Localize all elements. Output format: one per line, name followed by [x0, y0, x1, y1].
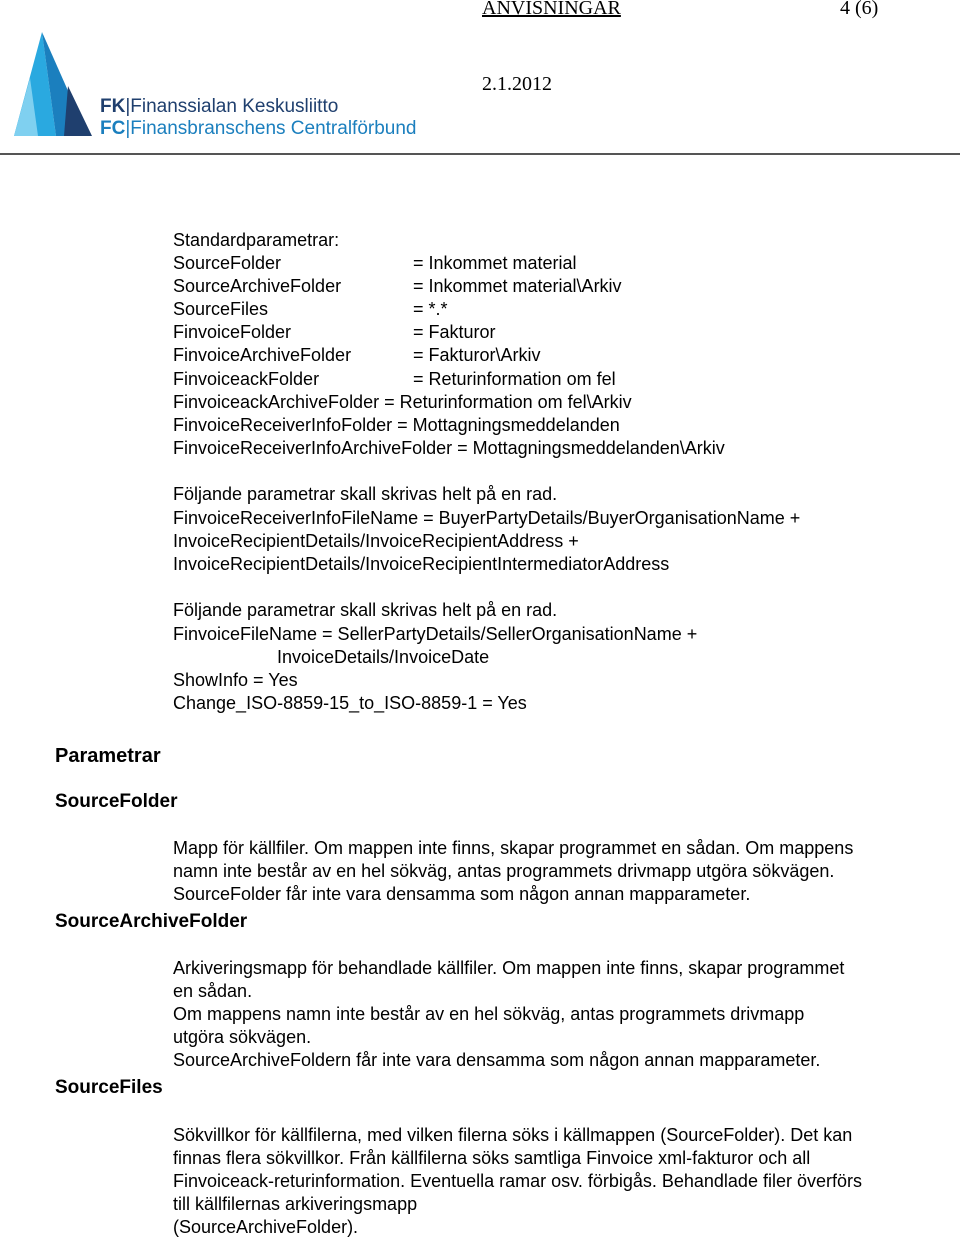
- parametrar-heading: Parametrar: [55, 745, 161, 767]
- param-label-sourcefiles: SourceFiles: [55, 1077, 163, 1098]
- param-name: FinvoiceArchiveFolder: [173, 345, 352, 365]
- logo-fc-line: FC|Finansbranschens Centralförbund: [100, 118, 417, 139]
- param-desc-sourcearchivefolder: [173, 957, 844, 1072]
- document-title: ANVISNINGAR: [482, 0, 621, 19]
- desc-line: finnas flera sökvillkor. Från källfilerna söks samtliga Finvoice xml-fakturor och all: [173, 1148, 811, 1168]
- param-value: = Returinformation om fel: [413, 369, 616, 389]
- desc-line: Arkiveringsmapp för behandlade källfiler. Om mappen inte finns, skapar programmet: [173, 958, 845, 978]
- param-name: SourceFolder: [173, 253, 282, 273]
- desc-line: (SourceArchiveFolder).: [173, 1217, 359, 1237]
- param-value: = Fakturor: [413, 322, 496, 342]
- receiver-block-line: FinvoiceReceiverInfoFileName = BuyerPartyDetails/BuyerOrganisationName +: [173, 508, 801, 528]
- desc-line: Finvoiceack-returinformation. Eventuella ramar osv. förbigås. Behandlade filer överförs: [173, 1171, 862, 1191]
- param-name: SourceFiles: [173, 299, 269, 319]
- param-line: FinvoiceReceiverInfoFolder = Mottagningsmeddelanden: [173, 415, 620, 435]
- fk-logo-icon: [8, 28, 94, 140]
- param-value: = Fakturor\Arkiv: [413, 345, 541, 365]
- param-line: FinvoiceackArchiveFolder = Returinformation om fel\Arkiv: [173, 392, 632, 412]
- param-value: = Inkommet material\Arkiv: [413, 276, 622, 296]
- receiver-block-line: InvoiceRecipientDetails/InvoiceRecipientAddress +: [173, 531, 579, 551]
- desc-line: namn inte består av en hel sökväg, antas programmets drivmapp utgöra sökvägen.: [173, 861, 835, 881]
- desc-line: Mapp för källfiler. Om mappen inte finns, skapar programmet en sådan. Om mappens: [173, 838, 854, 858]
- param-value: = *.*: [413, 299, 448, 319]
- desc-line: Sökvillkor för källfilerna, med vilken filerna söks i källmappen (SourceFolder). Det kan: [173, 1125, 853, 1145]
- logo-fk-line: FK|Finanssialan Keskusliitto: [100, 96, 339, 117]
- param-desc-sourcefolder: [173, 837, 853, 906]
- document-date: 2.1.2012: [482, 73, 552, 95]
- page-number: 4 (6): [840, 0, 879, 19]
- file-block-line: InvoiceDetails/InvoiceDate: [277, 647, 490, 667]
- file-block-line: FinvoiceFileName = SellerPartyDetails/SellerOrganisationName +: [173, 624, 698, 644]
- param-name: FinvoiceFolder: [173, 322, 292, 342]
- file-block-intro: Följande parametrar skall skrivas helt på en rad.: [173, 600, 558, 620]
- desc-line: en sådan.: [173, 981, 253, 1001]
- header-divider: [0, 153, 960, 155]
- param-label-sourcefolder: SourceFolder: [55, 791, 178, 812]
- desc-line: utgöra sökvägen.: [173, 1027, 312, 1047]
- param-desc-sourcefiles: [173, 1124, 862, 1239]
- desc-line: till källfilernas arkiveringsmapp: [173, 1194, 418, 1214]
- desc-line: Om mappens namn inte består av en hel sökväg, antas programmets drivmapp: [173, 1004, 805, 1024]
- param-name: SourceArchiveFolder: [173, 276, 342, 296]
- receiver-block-line: InvoiceRecipientDetails/InvoiceRecipientIntermediatorAddress: [173, 554, 670, 574]
- receiver-block-intro: Följande parametrar skall skrivas helt på en rad.: [173, 484, 558, 504]
- param-value: = Inkommet material: [413, 253, 577, 273]
- standard-params-title: Standardparametrar:: [173, 230, 340, 250]
- param-line: FinvoiceReceiverInfoArchiveFolder = Mottagningsmeddelanden\Arkiv: [173, 438, 725, 458]
- file-block-line: ShowInfo = Yes: [173, 670, 298, 690]
- param-name: FinvoiceackFolder: [173, 369, 320, 389]
- desc-line: SourceArchiveFoldern får inte vara densamma som någon annan mapparameter.: [173, 1050, 821, 1070]
- param-label-sourcearchivefolder: SourceArchiveFolder: [55, 911, 248, 932]
- desc-line: SourceFolder får inte vara densamma som någon annan mapparameter.: [173, 884, 751, 904]
- file-block-line: Change_ISO-8859-15_to_ISO-8859-1 = Yes: [173, 693, 527, 713]
